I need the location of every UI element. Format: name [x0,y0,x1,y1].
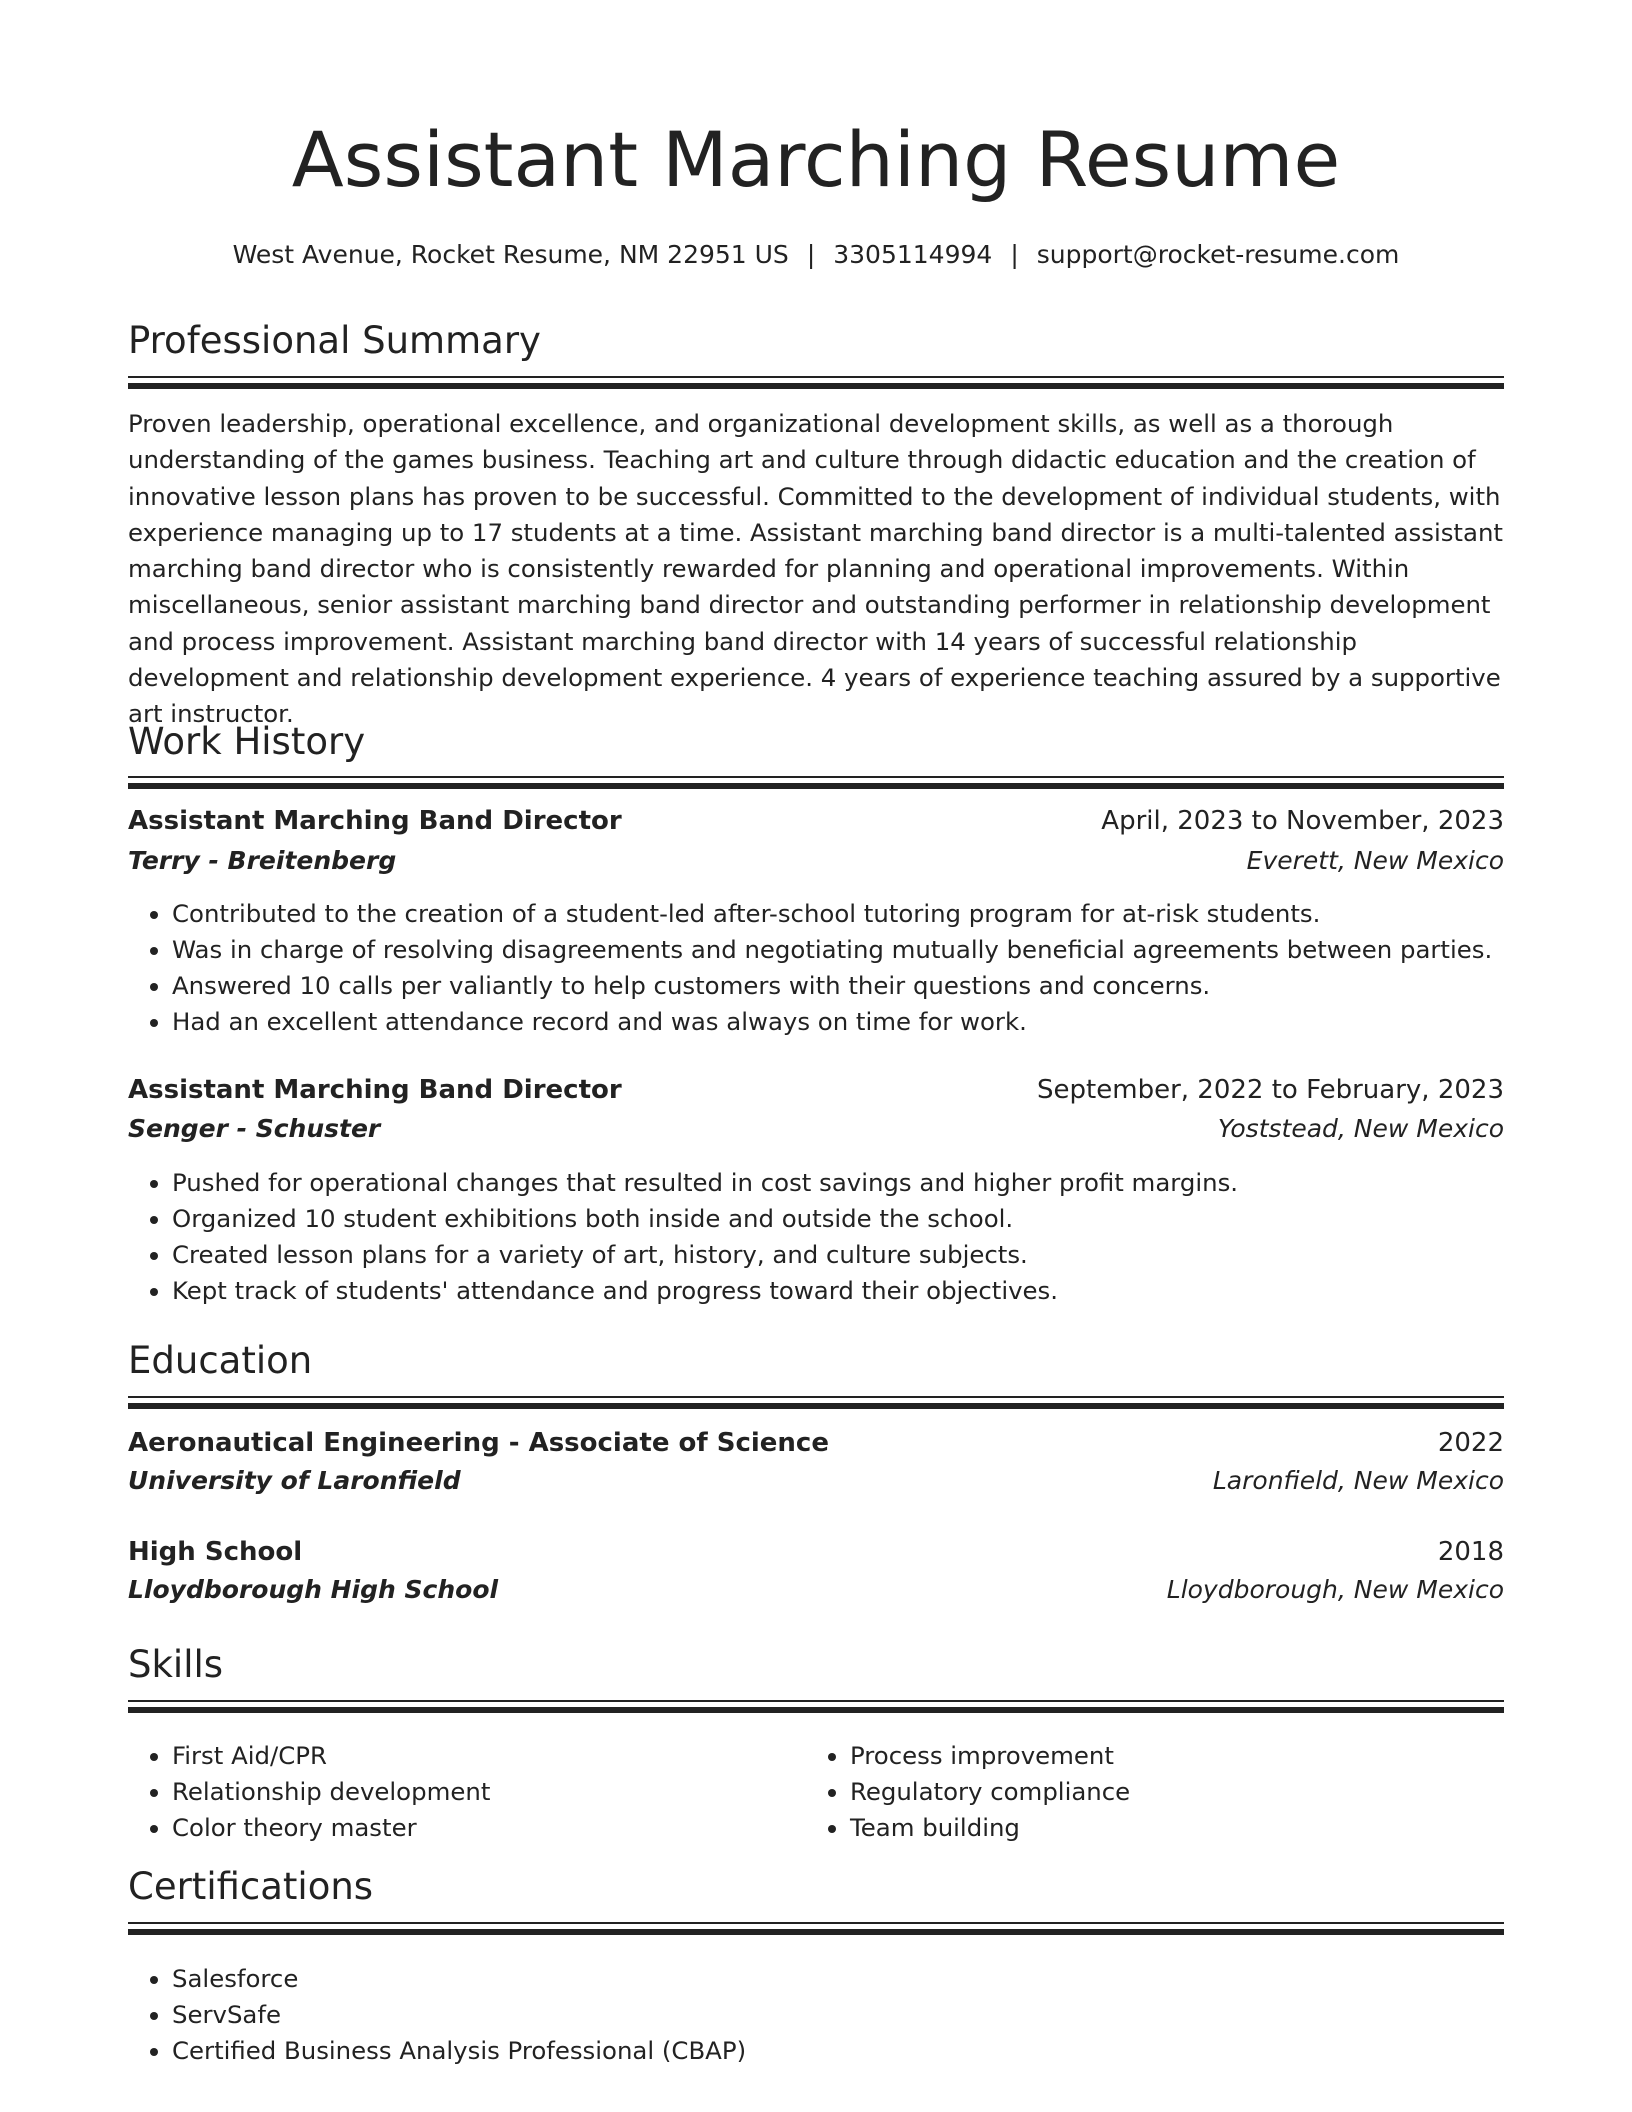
job-location: Everett, New Mexico [1246,846,1504,875]
job-title: Assistant Marching Band Director [128,806,622,836]
education-location: Lloydborough, New Mexico [1166,1575,1504,1604]
education-school: University of Laronfield [128,1466,461,1495]
education-header [128,1428,1504,1458]
summary-text: Proven leadership, operational excellence, and organizational development skills, as well as a thorough understanding of the games business. Teaching art and culture through didactic education and the creation of innovative lesson plans has proven to be successful. Committed to the development of individual students, with experience managing up to 17 students at a time. Assistant marching band director is a multi-talented assistant marching band director who is consistently rewarded for planning and operational improvements. Within miscellaneous, senior assistant marching band director and outstanding performer in relationship development and process improvement. Assistant marching band director with 14 years of successful relationship development and relationship development experience. 4 years of experience teaching assured by a supportive art instructor. [128,409,1503,729]
section-heading-summary: Professional Summary [128,319,541,362]
education-header [128,1537,1504,1567]
list-item: • Was in charge of resolving disagreements and negotiating mutually beneficial agreements between parties. [172,932,1548,968]
section-divider [128,776,1504,789]
section-heading-work: Work History [128,720,366,763]
list-item: • Organized 10 student exhibitions both inside and outside the school. [172,1201,1548,1237]
contact-address: West Avenue, Rocket Resume, NM 22951 US [232,240,789,269]
skills-list-right [806,1738,1530,1846]
education-year: 2018 [1437,1537,1504,1567]
list-item: • Created lesson plans for a variety of art, history, and culture subjects. [172,1237,1548,1273]
education-degree: High School [128,1537,303,1567]
section-heading-skills: Skills [128,1643,224,1686]
job-dates: April, 2023 to November, 2023 [1101,806,1504,836]
list-item: • Color theory master [172,1810,852,1846]
job-company: Senger - Schuster [128,1114,381,1143]
job-location: Yoststead, New Mexico [1217,1114,1504,1143]
section-heading-education: Education [128,1339,313,1382]
list-item: • Regulatory compliance [850,1774,1530,1810]
job-bullets [128,1165,1548,1309]
skills-list-left [128,1738,852,1846]
list-item: • Had an excellent attendance record and was always on time for work. [172,1004,1548,1040]
job-header [128,1075,1504,1105]
list-item: • Team building [850,1810,1530,1846]
job-bullets [128,896,1548,1040]
job-dates: September, 2022 to February, 2023 [1037,1075,1504,1105]
resume-title: Assistant Marching Resume [291,115,1341,204]
education-school: Lloydborough High School [128,1575,499,1604]
job-company: Terry - Breitenberg [128,846,397,875]
contact-email: support@rocket-resume.com [1036,240,1400,269]
education-subheader [128,1575,1504,1604]
list-item: • Kept track of students' attendance and progress toward their objectives. [172,1273,1548,1309]
certifications-list [128,1961,1548,2069]
education-degree: Aeronautical Engineering - Associate of Science [128,1428,829,1458]
list-item: • Pushed for operational changes that resulted in cost savings and higher profit margins. [172,1165,1548,1201]
job-header [128,806,1504,836]
contact-separator: | [806,240,816,269]
section-heading-certifications: Certifications [128,1865,374,1908]
list-item: • Certified Business Analysis Professional (CBAP) [172,2033,1548,2069]
section-divider [128,376,1504,389]
education-location: Laronfield, New Mexico [1212,1466,1504,1495]
list-item: • Answered 10 calls per valiantly to help customers with their questions and concerns. [172,968,1548,1004]
list-item: • Salesforce [172,1961,1548,1997]
list-item: • First Aid/CPR [172,1738,852,1774]
section-divider [128,1922,1504,1935]
contact-phone: 3305114994 [833,240,993,269]
contact-line [0,240,1632,269]
job-subheader [128,846,1504,875]
section-divider [128,1700,1504,1713]
education-subheader [128,1466,1504,1495]
job-title: Assistant Marching Band Director [128,1075,622,1105]
list-item: • Contributed to the creation of a student-led after-school tutoring program for at-risk students. [172,896,1548,932]
job-subheader [128,1114,1504,1143]
education-year: 2022 [1437,1428,1504,1458]
list-item: • Process improvement [850,1738,1530,1774]
section-divider [128,1396,1504,1409]
list-item: • ServSafe [172,1997,1548,2033]
contact-separator: | [1010,240,1019,269]
list-item: • Relationship development [172,1774,852,1810]
